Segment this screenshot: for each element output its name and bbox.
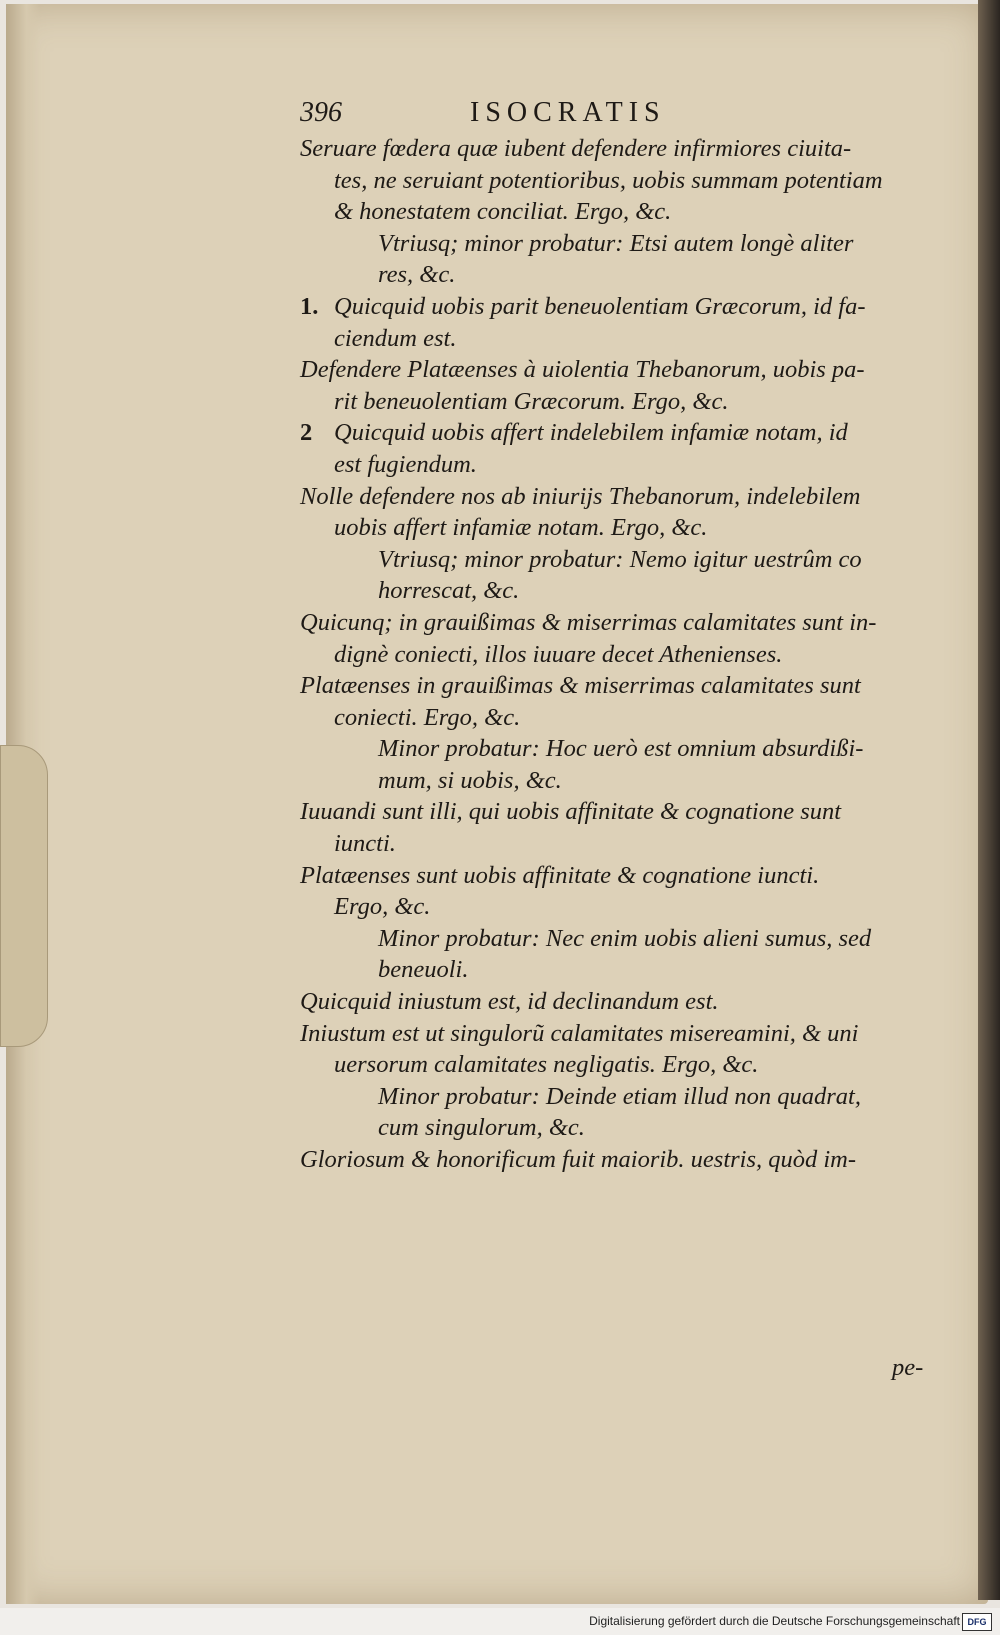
- line-text: horrescat, &c.: [378, 577, 520, 605]
- line-text: est fugiendum.: [334, 450, 477, 478]
- line-text: Nolle defendere nos ab iniurijs Thebanorum, indelebilem: [300, 482, 861, 510]
- text-line: [300, 733, 940, 765]
- text-line: [300, 639, 940, 671]
- text-line: [300, 796, 940, 828]
- line-text: Quicunq; in grauißimas & miserrimas calamitates sunt in-: [300, 608, 877, 636]
- line-text: Minor probatur: Hoc uerò est omnium absurdißi-: [378, 735, 864, 763]
- text-line: [300, 196, 940, 228]
- item-number: 1.: [300, 292, 319, 320]
- running-title: ISOCRATIS: [470, 97, 666, 128]
- digitization-footer: [0, 1608, 1000, 1635]
- text-line: [300, 259, 940, 291]
- text-line: [300, 386, 940, 418]
- text-line: [300, 765, 940, 797]
- line-text: Defendere Platæenses à uiolentia Thebanorum, uobis pa-: [300, 356, 865, 384]
- line-text: cum singulorum, &c.: [378, 1114, 585, 1142]
- text-line: [300, 923, 940, 955]
- line-text: iuncti.: [334, 830, 396, 858]
- text-line: [300, 702, 940, 734]
- line-text: uersorum calamitates negligatis. Ergo, &c.: [334, 1051, 759, 1079]
- line-text: Vtriusq; minor probatur: Etsi autem longè aliter: [378, 229, 854, 257]
- body-text: [300, 133, 940, 1176]
- text-line: [300, 291, 940, 323]
- catchword: pe-: [892, 1354, 924, 1381]
- dfg-logo: DFG: [962, 1613, 992, 1631]
- line-text: Quicquid uobis parit beneuolentiam Græcorum, id fa-: [334, 292, 866, 320]
- line-text: Minor probatur: Deinde etiam illud non quadrat,: [378, 1082, 861, 1110]
- line-text: res, &c.: [378, 261, 456, 289]
- page-header: [300, 97, 960, 137]
- page-number: 396: [300, 97, 342, 128]
- line-text: Iniustum est ut singulorũ calamitates misereamini, & uni: [300, 1019, 859, 1047]
- line-text: Seruare fœdera quæ iubent defendere infirmiores ciuita-: [300, 135, 852, 162]
- text-line: [300, 544, 940, 576]
- text-line: [300, 512, 940, 544]
- text-line: [300, 954, 940, 986]
- text-line: [300, 1018, 940, 1050]
- book-spine: [978, 0, 1000, 1600]
- line-text: Quicquid iniustum est, id declinandum est.: [300, 988, 719, 1016]
- text-line: [300, 891, 940, 923]
- text-line: [300, 1049, 940, 1081]
- text-line: [300, 607, 940, 639]
- line-text: Platæenses in grauißimas & miserrimas calamitates sunt: [300, 672, 861, 700]
- line-text: beneuoli.: [378, 956, 469, 984]
- text-line: [300, 417, 940, 449]
- funding-credit: Digitalisierung gefördert durch die Deutsche Forschungsgemeinschaft: [589, 1614, 960, 1628]
- line-text: tes, ne seruiant potentioribus, uobis summam potentiam: [334, 166, 883, 194]
- line-text: dignè coniecti, illos iuuare decet Athenienses.: [334, 640, 783, 668]
- text-line: [300, 481, 940, 513]
- line-text: ciendum est.: [334, 324, 457, 352]
- text-line: [300, 165, 940, 197]
- text-line: [300, 323, 940, 355]
- text-line: [300, 575, 940, 607]
- text-line: [300, 828, 940, 860]
- line-text: & honestatem conciliat. Ergo, &c.: [334, 198, 672, 226]
- page-fold-tab: [0, 745, 48, 1047]
- line-text: Quicquid uobis affert indelebilem infamiæ notam, id: [334, 419, 848, 447]
- line-text: rit beneuolentiam Græcorum. Ergo, &c.: [334, 387, 729, 415]
- line-text: Platæenses sunt uobis affinitate & cognatione iuncti.: [300, 861, 820, 889]
- line-text: Ergo, &c.: [334, 893, 431, 921]
- text-line: [300, 228, 940, 260]
- line-text: Vtriusq; minor probatur: Nemo igitur uestrûm co: [378, 545, 862, 573]
- text-line: [300, 354, 940, 386]
- text-line: [300, 1144, 940, 1176]
- line-text: coniecti. Ergo, &c.: [334, 703, 521, 731]
- text-line: [300, 1081, 940, 1113]
- text-line: [300, 133, 940, 165]
- line-text: Gloriosum & honorificum fuit maiorib. uestris, quòd im-: [300, 1146, 857, 1173]
- text-line: [300, 670, 940, 702]
- line-text: mum, si uobis, &c.: [378, 766, 562, 794]
- item-number: 2: [300, 419, 313, 447]
- line-text: Iuuandi sunt illi, qui uobis affinitate & cognatione sunt: [300, 798, 842, 826]
- text-line: [300, 449, 940, 481]
- text-line: [300, 860, 940, 892]
- text-line: [300, 986, 940, 1018]
- line-text: uobis affert infamiæ notam. Ergo, &c.: [334, 514, 708, 542]
- line-text: Minor probatur: Nec enim uobis alieni sumus, sed: [378, 924, 872, 952]
- text-line: [300, 1112, 940, 1144]
